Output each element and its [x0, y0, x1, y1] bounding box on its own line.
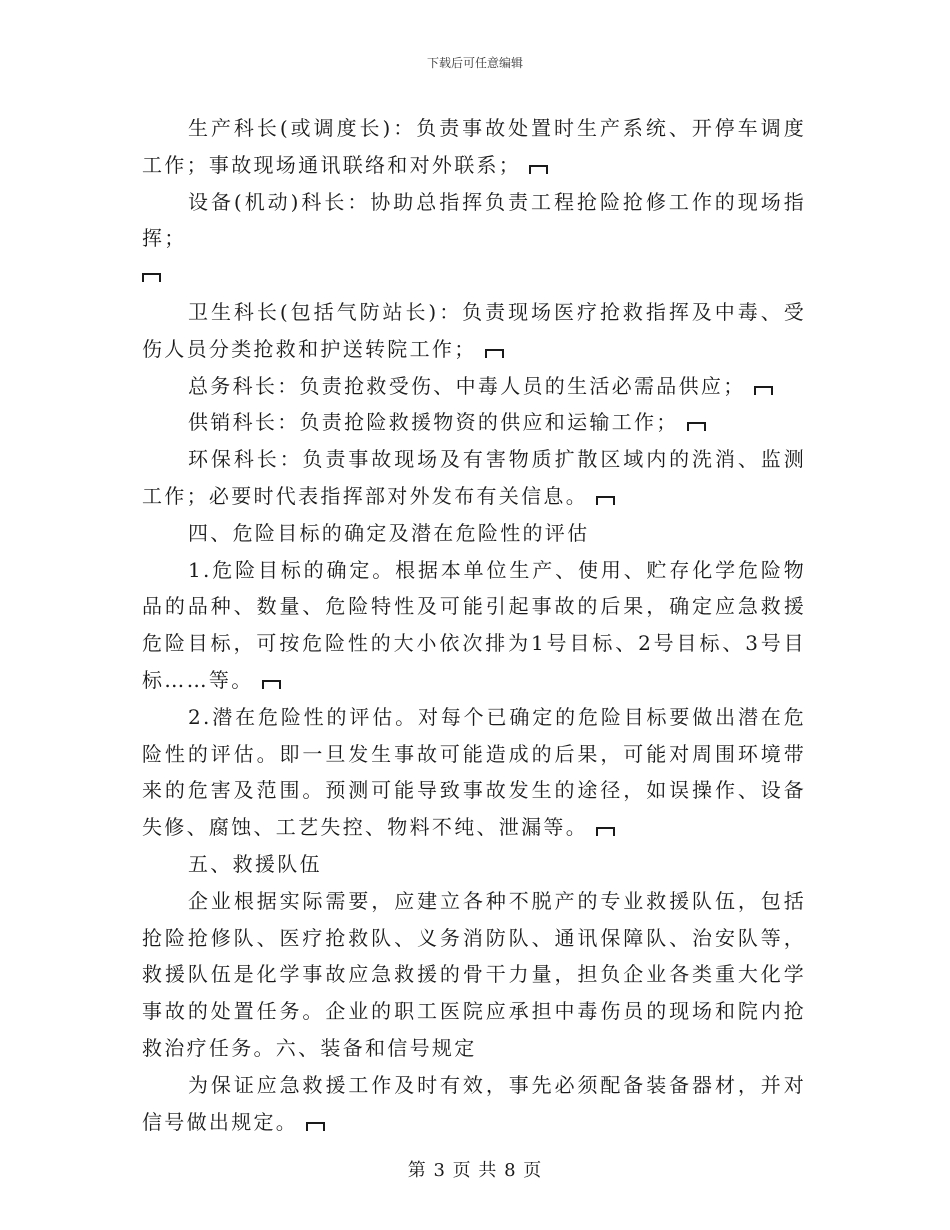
section-heading-text: 五、救援队伍 [188, 851, 322, 876]
page-header: 下载后可任意编辑 [426, 56, 523, 70]
paragraph-environment-chief [142, 441, 806, 515]
paragraph-rescue-teams [142, 883, 806, 1067]
paragraph-equipment-signals [142, 1067, 806, 1141]
section-heading-four [142, 515, 806, 552]
paragraph-mark-icon [687, 422, 706, 431]
paragraph-text: 总务科长：负责抢救受伤、中毒人员的生活必需品供应； [188, 373, 746, 398]
paragraph-production-chief [142, 110, 806, 184]
paragraph-text: 设备(机动)科长：协助总指挥负责工程抢险抢修工作的现场指挥； [142, 189, 806, 251]
paragraph-target-determination [142, 552, 806, 699]
paragraph-text: 环保科长：负责事故现场及有害物质扩散区域内的洗消、监测工作；必要时代表指挥部对外发布有关信息。 [142, 447, 806, 508]
paragraph-mark-icon [529, 165, 548, 174]
section-heading-five [142, 846, 806, 883]
paragraph-general-affairs-chief [142, 368, 806, 405]
paragraph-risk-assessment [142, 699, 806, 846]
document-body [142, 110, 806, 1140]
paragraph-mark-icon [596, 827, 615, 836]
paragraph-supply-chief [142, 404, 806, 441]
paragraph-mark-icon [754, 386, 773, 395]
paragraph-mark-icon [485, 349, 504, 358]
paragraph-mark-icon [306, 1122, 325, 1131]
paragraph-mark-icon [142, 273, 161, 282]
paragraph-mark-line [142, 257, 806, 294]
page-number: 第 3 页 共 8 页 [407, 1160, 543, 1181]
paragraph-mark-icon [262, 680, 281, 689]
paragraph-text: 供销科长：负责抢险救援物资的供应和运输工作； [188, 410, 679, 435]
paragraph-text: 1.危险目标的确定。根据本单位生产、使用、贮存化学危险物品的品种、数量、危险特性及可能引起事故的后果，确定应急救援危险目标，可按危险性的大小依次排为1号目标、2号目标、3号目标……等。 [142, 557, 806, 692]
paragraph-mark-icon [596, 496, 615, 505]
paragraph-text: 企业根据实际需要，应建立各种不脱产的专业救援队伍，包括抢险抢修队、医疗抢救队、义务消防队、通讯保障队、治安队等，救援队伍是化学事故应急救援的骨干力量，担负企业各类重大化学事故的处置任务。企业的职工医院应承担中毒伤员的现场和院内抢救治疗任务。六、装备和信号规定 [142, 888, 806, 1060]
section-heading-text: 四、危险目标的确定及潜在危险性的评估 [188, 520, 590, 545]
paragraph-text: 卫生科长(包括气防站长)：负责现场医疗抢救指挥及中毒、受伤人员分类抢救和护送转院工作； [142, 299, 806, 361]
paragraph-text: 为保证应急救援工作及时有效，事先必须配备装备器材，并对信号做出规定。 [142, 1072, 806, 1134]
paragraph-text: 生产科长(或调度长)：负责事故处置时生产系统、开停车调度工作；事故现场通讯联络和对外联系； [142, 116, 806, 177]
paragraph-health-chief [142, 294, 806, 368]
paragraph-equipment-chief [142, 184, 806, 258]
paragraph-text: 2.潜在危险性的评估。对每个已确定的危险目标要做出潜在危险性的评估。即一旦发生事故可能造成的后果，可能对周围环境带来的危害及范围。预测可能导致事故发生的途径，如误操作、设备失修、腐蚀、工艺失控、物料不纯、泄漏等。 [142, 704, 806, 840]
